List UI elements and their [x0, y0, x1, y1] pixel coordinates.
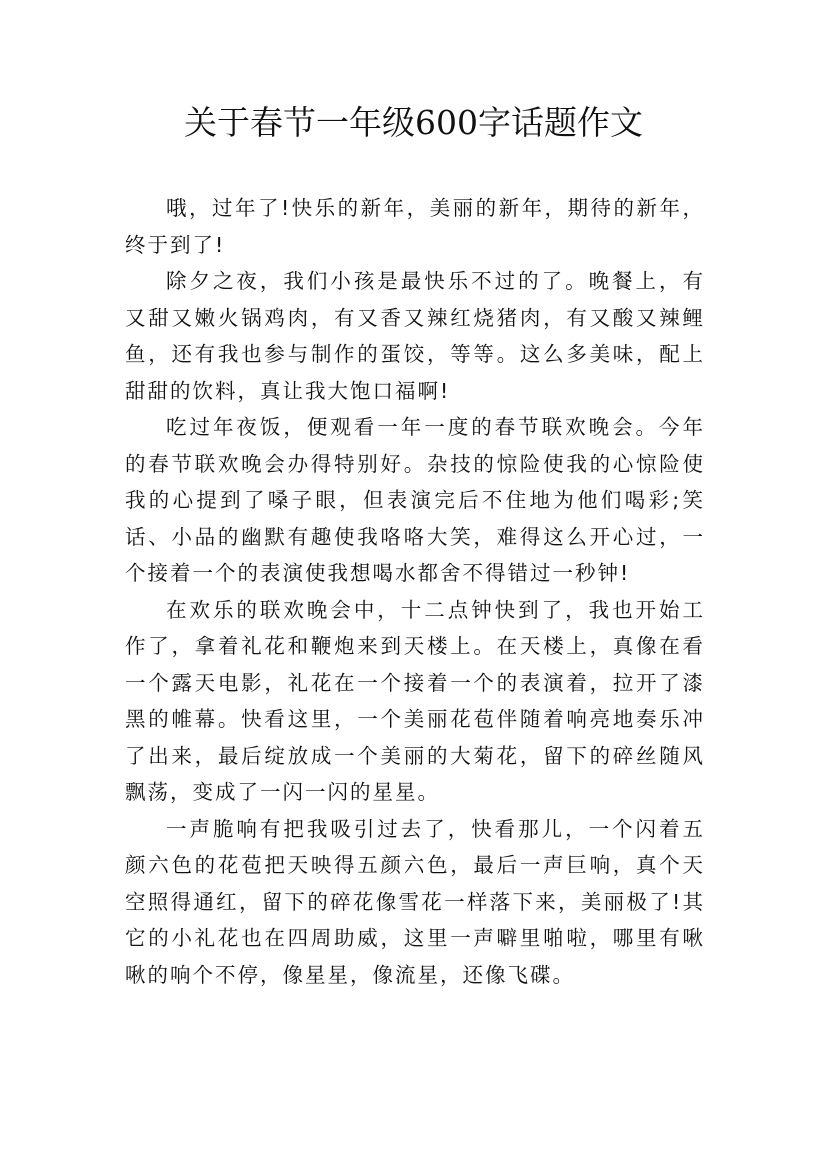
paragraph: 一声脆响有把我吸引过去了，快看那儿，一个闪着五颜六色的花苞把天映得五颜六色，最后一声巨响，真个天空照得通红，留下的碎花像雪花一样落下来，美丽极了!其它的小礼花也在四周助威，这里一声噼里啪啦，哪里有啾啾的响个不停，像星星，像流星，还像飞碟。 — [125, 816, 705, 987]
paragraph: 哦，过年了!快乐的新年，美丽的新年，期待的新年，终于到了! — [125, 196, 705, 257]
paragraph: 在欢乐的联欢晚会中，十二点钟快到了，我也开始工作了，拿着礼花和鞭炮来到天楼上。在天楼上，真像在看一个露天电影，礼花在一个接着一个的表演着，拉开了漆黑的帷幕。快看这里，一个美丽花苞伴随着响亮地奏乐冲了出来，最后绽放成一个美丽的大菊花，留下的碎丝随风飘荡，变成了一闪一闪的星星。 — [125, 597, 705, 804]
document-body — [125, 190, 705, 993]
document-title: 关于春节一年级600字话题作文 — [184, 103, 643, 142]
paragraph: 除夕之夜，我们小孩是最快乐不过的了。晚餐上，有又甜又嫩火锅鸡肉，有又香又辣红烧猪肉，有又酸又辣鲤鱼，还有我也参与制作的蛋饺，等等。这么多美味，配上甜甜的饮料，真让我大饱口福啊! — [125, 269, 705, 403]
paragraph: 吃过年夜饭，便观看一年一度的春节联欢晚会。今年的春节联欢晚会办得特别好。杂技的惊险使我的心惊险使我的心提到了嗓子眼，但表演完后不住地为他们喝彩;笑话、小品的幽默有趣使我咯咯大笑，难得这么开心过，一个接着一个的表演使我想喝水都舍不得错过一秒钟! — [125, 415, 705, 585]
